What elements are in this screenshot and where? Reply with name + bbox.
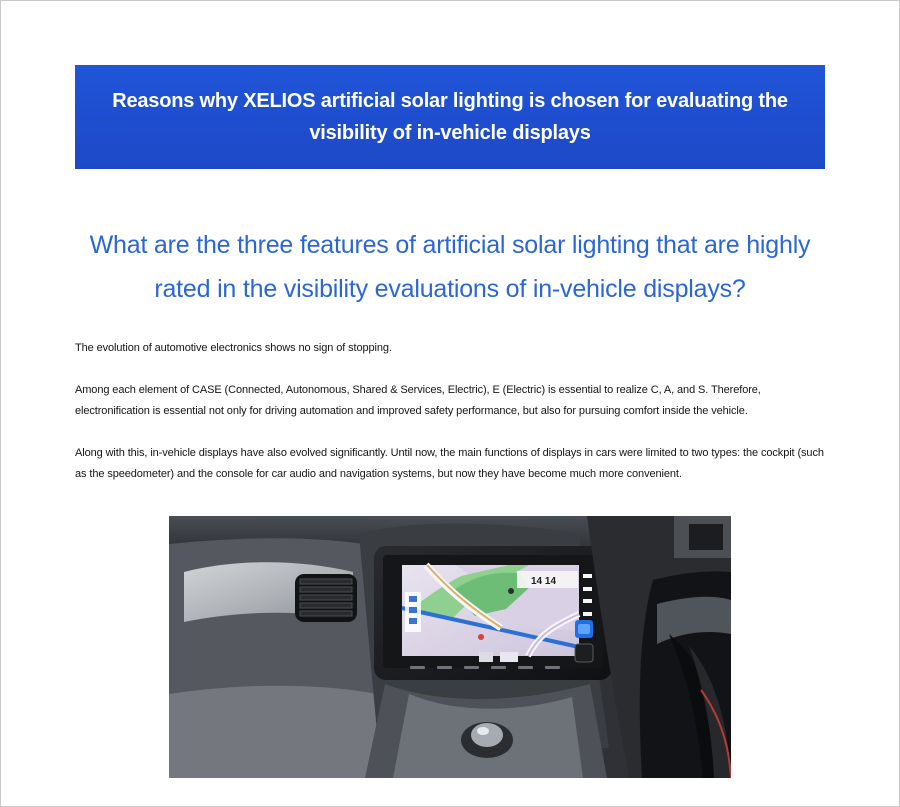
paragraph-displays: Along with this, in-vehicle displays have also evolved significantly. Until now, the main functions of displays in cars were limited to two types: the cockpit (such as the speedometer) and the console for car audio and navigation systems, but now they have become much more convenient.	[75, 447, 824, 480]
paragraph-intro: The evolution of automotive electronics shows no sign of stopping.	[75, 342, 392, 354]
vehicle-dashboard-photo	[169, 516, 731, 778]
section-heading: What are the three features of artificial solar lighting that are highly rated in the visibility evaluations of in-vehicle displays?	[89, 231, 811, 303]
banner-title: Reasons why XELIOS artificial solar lighting is chosen for evaluating the visibility of in-vehicle displays	[112, 90, 788, 144]
paragraph-case: Among each element of CASE (Connected, Autonomous, Shared & Services, Electric), E (Electric) is essential to realize C, A, and S. Therefore, electronification is essential not only for driving automation and improved safety performance, but also for pursuing comfort inside the vehicle.	[75, 384, 761, 417]
svg-text:14 14: 14 14	[531, 576, 557, 587]
title-banner	[75, 65, 825, 169]
